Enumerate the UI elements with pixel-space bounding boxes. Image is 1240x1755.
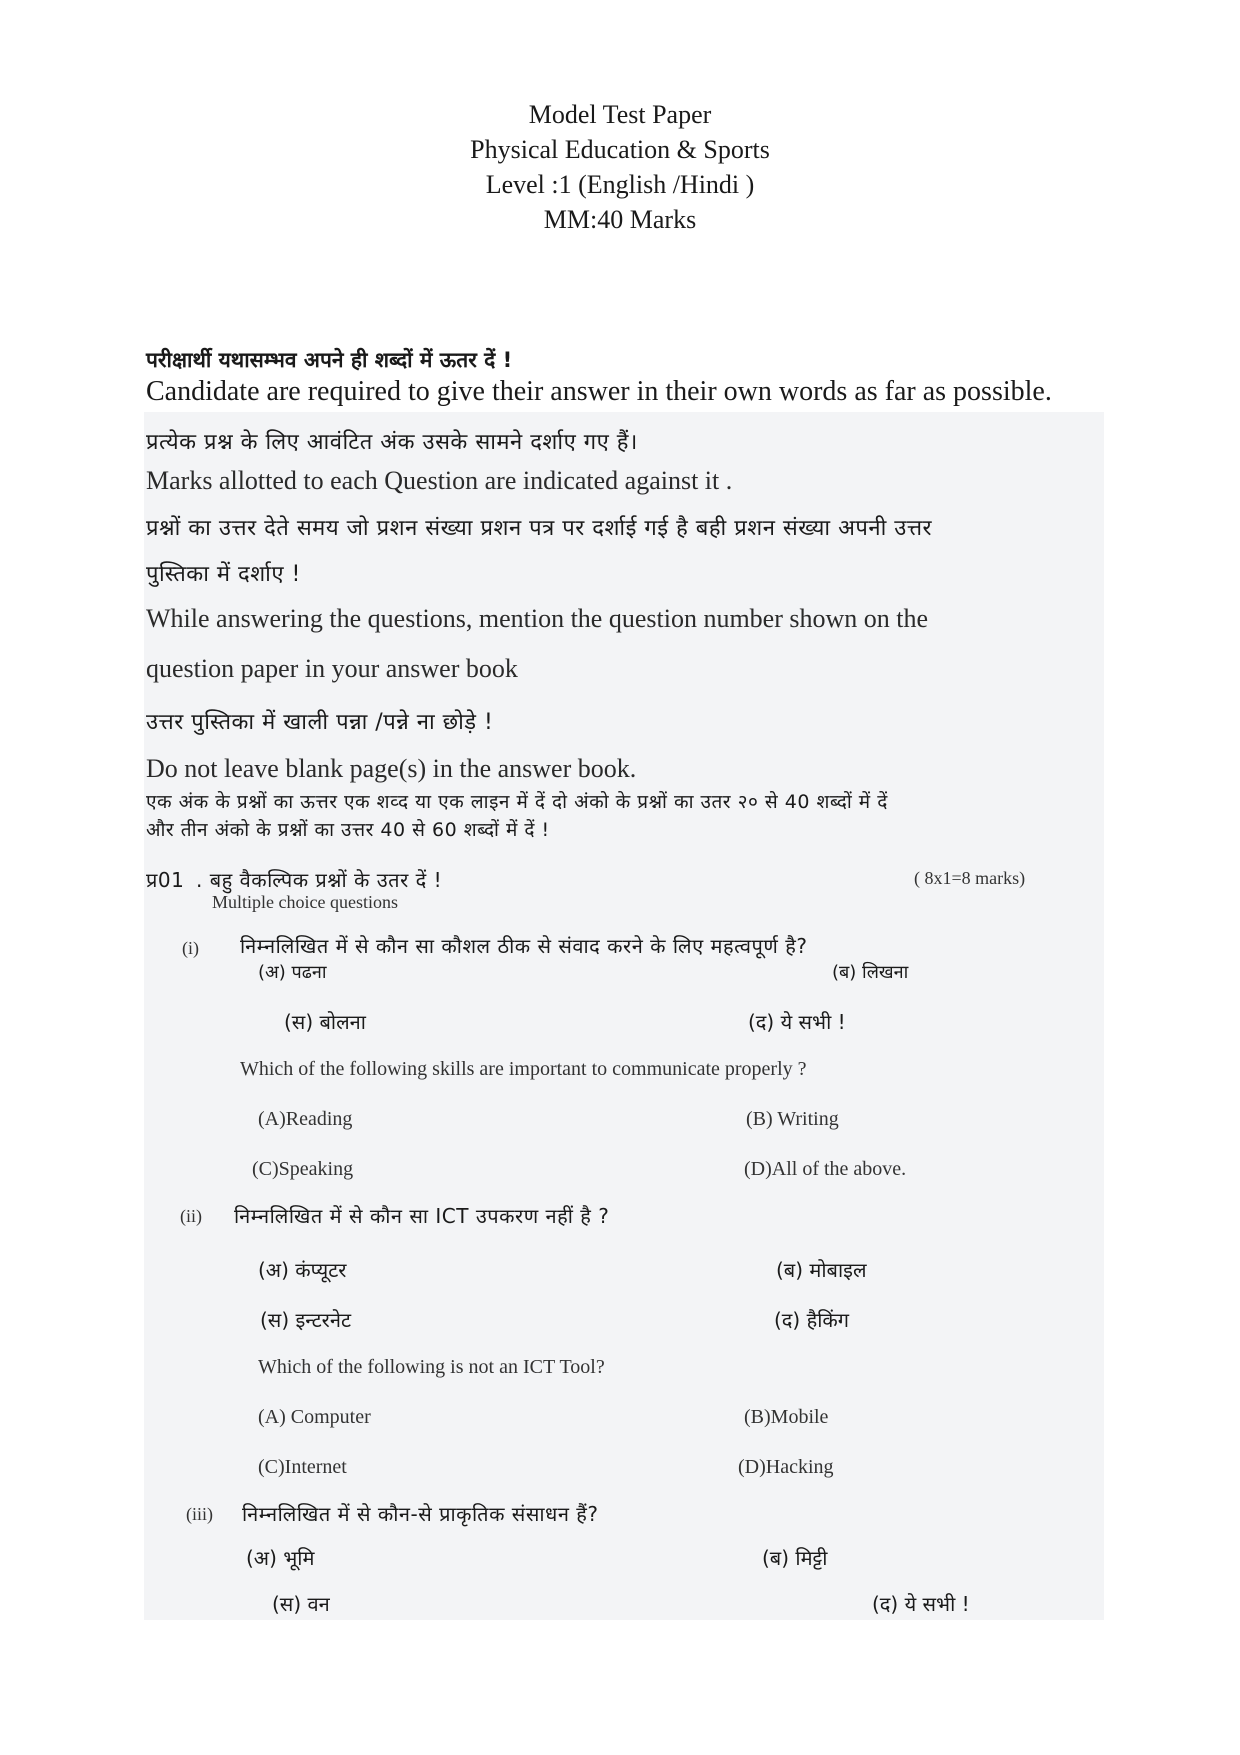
- instruction-hi-4: उत्तर पुस्तिका में खाली पन्ना /पन्ने ना छोड़े !: [146, 710, 494, 735]
- question-title-hi: . बहु वैकल्पिक प्रश्नों के उतर दें !: [196, 868, 443, 892]
- option-en-b: (B) Writing: [746, 1108, 839, 1130]
- item-question-en: Which of the following is not an ICT Tool?: [258, 1356, 605, 1378]
- option-hi-c: (स) इन्टरनेट: [260, 1308, 352, 1332]
- option-hi-a: (अ) पढना: [258, 962, 327, 983]
- instruction-hi-5a: एक अंक के प्रश्नों का ऊत्तर एक शव्द या एक लाइन में दें दो अंको के प्रश्नों का उतर २० से 40 शब्दों में दें: [146, 791, 888, 813]
- subject-title: Physical Education & Sports: [470, 135, 770, 164]
- question-number: प्र01: [146, 868, 185, 892]
- item-number: (iii): [186, 1504, 213, 1524]
- option-hi-c: (स) बोलना: [284, 1010, 366, 1034]
- instruction-en-2: Marks allotted to each Question are indicated against it .: [146, 466, 733, 495]
- option-hi-a: (अ) कंप्यूटर: [258, 1258, 347, 1282]
- option-hi-b: (ब) लिखना: [832, 962, 909, 983]
- instruction-hi-3b: पुस्तिका में दर्शाए !: [146, 562, 301, 587]
- option-en-d: (D)All of the above.: [744, 1158, 907, 1180]
- instruction-en-3b: question paper in your answer book: [146, 654, 518, 683]
- option-en-c: (C)Speaking: [252, 1158, 354, 1180]
- question-marks: ( 8x1=8 marks): [914, 868, 1026, 888]
- option-en-a: (A)Reading: [258, 1108, 353, 1130]
- instruction-en-3a: While answering the questions, mention the question number shown on the: [146, 604, 929, 633]
- option-hi-c: (स) वन: [272, 1592, 330, 1616]
- option-hi-d: (द) ये सभी !: [748, 1010, 846, 1034]
- option-en-a: (A) Computer: [258, 1406, 371, 1428]
- item-question-hi: निम्नलिखित में से कौन-से प्राकृतिक संसाधन हैं?: [242, 1502, 599, 1526]
- item-question-hi: निम्नलिखित में से कौन सा कौशल ठीक से संवाद करने के लिए महत्वपूर्ण है?: [240, 934, 808, 958]
- instruction-hi-3a: प्रश्नों का उत्तर देते समय जो प्रशन संख्या प्रशन पत्र पर दर्शाई गई है बही प्रशन संख्या अपनी उत्तर: [146, 516, 933, 541]
- max-marks-line: MM:40 Marks: [543, 205, 697, 234]
- item-number: (i): [182, 938, 199, 958]
- item-question-en: Which of the following skills are important to communicate properly ?: [240, 1058, 807, 1080]
- instruction-hi-1: परीक्षार्थी यथासम्भव अपने ही शब्दों में ऊतर दें !: [146, 348, 513, 372]
- option-hi-b: (ब) मिट्टी: [762, 1546, 828, 1570]
- option-hi-b: (ब) मोबाइल: [776, 1258, 867, 1282]
- option-hi-a: (अ) भूमि: [246, 1546, 315, 1570]
- option-en-d: (D)Hacking: [738, 1456, 834, 1478]
- instruction-en-1: Candidate are required to give their answer in their own words as far as possible.: [146, 376, 1052, 407]
- question-title-en: Multiple choice questions: [212, 892, 398, 912]
- instruction-hi-2: प्रत्येक प्रश्न के लिए आवंटित अंक उसके सामने दर्शाए गए हैं।: [146, 430, 638, 455]
- instruction-hi-5b: और तीन अंको के प्रश्नों का उत्तर 40 से 60 शब्दों में दें !: [146, 819, 550, 841]
- level-line: Level :1 (English /Hindi ): [485, 170, 755, 199]
- option-hi-d: (द) ये सभी !: [872, 1592, 970, 1616]
- item-question-hi: निम्नलिखित में से कौन सा ICT उपकरण नहीं है ?: [234, 1204, 610, 1228]
- paper-title: Model Test Paper: [528, 100, 712, 129]
- option-hi-d: (द) हैकिंग: [774, 1308, 850, 1332]
- item-number: (ii): [180, 1206, 202, 1226]
- option-en-b: (B)Mobile: [744, 1406, 829, 1428]
- option-en-c: (C)Internet: [258, 1456, 347, 1478]
- instruction-en-4: Do not leave blank page(s) in the answer book.: [146, 754, 637, 783]
